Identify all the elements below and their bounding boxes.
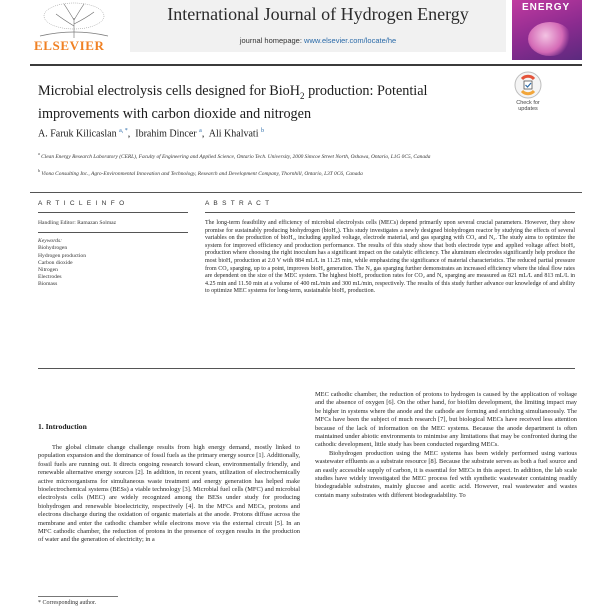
journal-banner <box>130 0 506 52</box>
article-title <box>38 82 508 123</box>
keywords-label: Keywords: <box>38 238 63 245</box>
publisher-name: ELSEVIER <box>34 38 105 53</box>
author-name[interactable]: Ali Khalvati <box>208 128 259 140</box>
cover-graphic <box>528 22 572 56</box>
body-paragraph: Biohydrogen production using the MEC systems has been widely performed using various wastewater effluents as a substrate resource [8]. Because the substrate serves as both a fuel source and an easily accessible supply of carbon, it is essential for MECs in this aspect. In addition, the lab scale studies have widely investigated the MEC process fed with synthetic wastewater containing readily biodegradable substrates, mainly glucose and acetic acid. However, real wastewater and wastes contain many substrates with different biodegradability. To <box>315 449 577 499</box>
journal-cover-thumbnail[interactable] <box>512 0 582 60</box>
check-updates-line1: Check for <box>516 100 540 106</box>
keyword: Biohydrogen <box>38 245 68 252</box>
section-heading-introduction: 1. Introduction <box>38 422 87 431</box>
body-column-left <box>38 444 300 545</box>
title-part1: Microbial electrolysis cells designed for BioH <box>38 83 301 99</box>
affiliation-mark: a <box>38 151 40 156</box>
author-affiliation-mark[interactable]: a <box>199 128 202 134</box>
keyword: Hydrogen production <box>38 252 87 259</box>
elsevier-logo <box>30 0 120 60</box>
keyword: Biomass <box>38 281 58 288</box>
article-info-rule <box>38 212 188 213</box>
corresponding-author-footnote: * Corresponding author. <box>38 600 97 606</box>
footnote-rule <box>38 596 118 597</box>
keyword: Nitrogen <box>38 267 58 274</box>
affiliation-text: Viona Consulting Inc., Agro-Environmental Innovation and Technology, Research and Development Company, Thornhill, Ontario, L3T 0C6, Canada <box>41 170 363 177</box>
journal-header <box>0 0 610 64</box>
author-name[interactable]: Ibrahim Dincer <box>135 128 197 140</box>
author-affiliation-mark[interactable]: b <box>260 128 264 134</box>
article-info-inner-rule <box>38 232 188 233</box>
elsevier-tree-icon <box>34 0 114 38</box>
author-name[interactable]: A. Faruk Kilicaslan <box>38 128 117 140</box>
check-for-updates-icon[interactable] <box>513 70 543 100</box>
author-list: A. Faruk Kilicaslan $^{a, *}$, Ibrahim Dincer $^a$, Ali Khalvati $^b$ <box>38 128 264 140</box>
author-affiliation-mark[interactable]: a, * <box>119 128 128 134</box>
journal-title: International Journal of Hydrogen Energy <box>167 4 469 24</box>
body-paragraph: MEC cathodic chamber, the reduction of protons to hydrogen is caused by the application of voltage and the absence of oxygen [6]. On the other hand, for biofilm development, the limiting impact may be higher in systems where the anode and the cathode are forming and enriching simultaneously. The MFCs have been the subject of much research [7], but biological MECs have received less attention because of the lack of information on the MEC systems. Because the anode department is often maintained under abiotic environments to minimise any limitations that may be confronted during the cathodic development, little study has been conducted regarding MECs. <box>315 391 577 449</box>
homepage-label: journal homepage: <box>239 36 302 45</box>
article-info-heading: A R T I C L E I N F O <box>38 200 126 207</box>
abstract-text: The long-term feasibility and efficiency of microbial electrolysis cells (MECs) depend primarily upon several crucial parameters. However, they show promise for sustainably producing biohydrogen (bioH₂). This study investigates a newly designed biohydrogen reactor by studying the effects of several variables on the production of bioH₂, including applied voltage, electrode material, and gas sparging with CO₂ and N₂. The study aims to optimize the system for improved efficiency and production performance. The results of this study show that both electrode type and applied voltage affect bioH₂ production where choosing the right inoculum has a significant impact on the catalytic efficiency. The aluminum electrodes significantly help produce the most bioH₂ production at 2.0 V with 884 mL/L in 11.25 min, while emphasizing the significance of material characteristics. The reduced partial pressure from CO₂ sparging, up to a point, improves bioH₂ generation. The N₂ gas sparging further demonstrates an increased efficiency where the ideal flow rates are dependent on the size of the MEC system. The highest bioH₂ production rates for CO₂ and N₂ sparging are measured as 821 mL/L and 813 mL/L in 4.25 min and 11.50 min at a volume of 400 mL/min and 300 mL/min, respectively. The results of this study further advance our knowledge of and ability to optimize MEC systems for long-term, sustainable bioH₂ production. <box>205 220 575 295</box>
header-rule <box>30 64 582 66</box>
keyword: Carbon dioxide <box>38 259 73 266</box>
abstract-bottom-rule <box>38 368 575 369</box>
title-subscript: 2 <box>300 90 305 101</box>
section-divider <box>30 192 582 193</box>
homepage-link[interactable]: www.elsevier.com/locate/he <box>304 36 397 45</box>
cover-title: ENERGY <box>522 2 571 13</box>
affiliation-text: Clean Energy Research Laboratory (CERL), Faculty of Engineering and Applied Science, Ontario Tech. University, 2000 Simcoe Street North, Oshawa, Ontario, L1G 0C5, Canada <box>41 153 431 160</box>
body-column-right <box>315 391 577 500</box>
article-info <box>38 220 188 289</box>
abstract-heading: A B S T R A C T <box>205 200 271 207</box>
abstract-rule <box>205 212 575 213</box>
keyword: Electrodes <box>38 274 62 281</box>
check-updates-line2: updates <box>518 106 538 112</box>
check-for-updates-label[interactable] <box>506 100 550 112</box>
journal-homepage <box>130 36 506 45</box>
title-part2: production: Potential improvements with carbon dioxide and nitrogen <box>38 83 428 122</box>
handling-editor: Handling Editor: Ramazan Solmaz <box>38 220 117 226</box>
affiliation <box>38 150 508 161</box>
affiliation-mark: b <box>38 168 40 173</box>
affiliation <box>38 167 508 178</box>
body-paragraph: The global climate change challenge results from high energy demand, mostly linked to population expansion and the dominance of fossil fuels as the primary energy source [1]. Additionally, fossil fuels are running out. It directs ongoing research toward clean, environmentally friendly, and renewable alternative energy sources [2]. In addition, in recent years, utilization of electrochemically active microorganisms for simultaneous waste treatment and energy generation has helped make bioelectrochemical systems (BESs) a viable technology [3]. Microbial fuel cells (MFC) and microbial electrolysis cells (MEC) are widely recognized among the BESs under study for producing biohydrogen and renewable bioelectricity, respectively [4]. In the MFCs and MECs, protons and electrons discharge during the oxidation of organic materials at the anode. Protons diffuse across the membrane and enter the cathodic chamber while electrons move via the external circuit [5]. In an MFC cathodic chamber, the reduction of protons in the presence of oxygen results in the production of water and the generation of electricity; in a <box>38 444 300 544</box>
